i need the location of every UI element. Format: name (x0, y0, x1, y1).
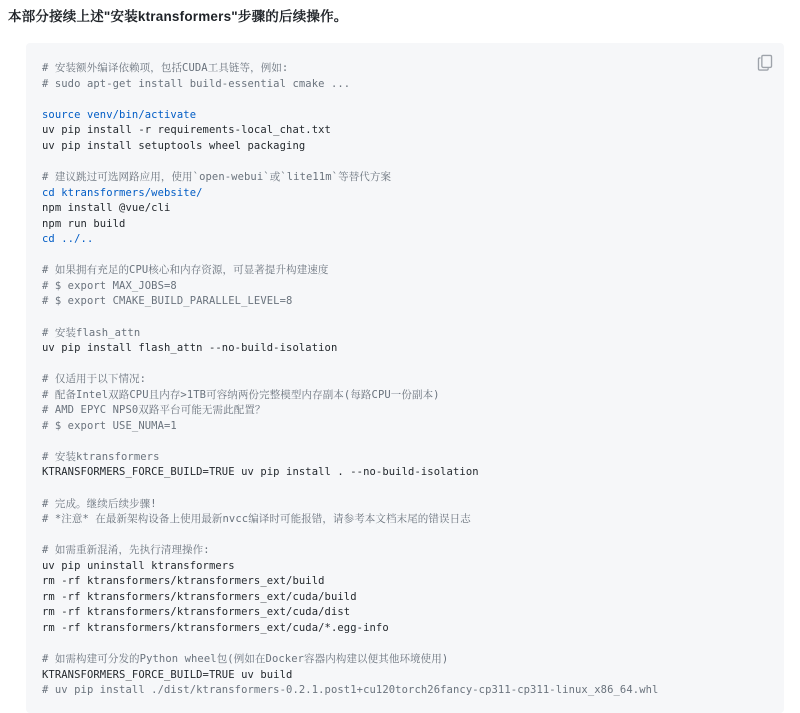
code-line: rm -rf ktransformers/ktransformers_ext/cuda/build (42, 590, 357, 603)
code-line: rm -rf ktransformers/ktransformers_ext/cuda/dist (42, 606, 351, 619)
code-line: # AMD EPYC NPS0双路平台可能无需此配置？ (42, 404, 266, 417)
code-line: # 配备Intel双路CPU且内存>1TB可容纳两份完整模型内存副本(每路CPU一份副本) (42, 388, 440, 401)
code-line: # 安装ktransformers (42, 450, 160, 463)
code-line-blank (42, 636, 768, 652)
code-line: uv pip install -r requirements-local_chat.txt (42, 124, 331, 137)
code-line-blank (42, 357, 768, 373)
copy-icon[interactable] (756, 53, 774, 71)
code-line: uv pip install setuptools wheel packaging (42, 139, 306, 152)
code-line-blank (42, 481, 768, 497)
code-content (42, 61, 768, 698)
code-line: # 如需重新混淆，先执行清理操作: (42, 544, 210, 557)
code-line: # 建议跳过可选网路应用，使用`open-webui`或`lite11m`等替代方案 (42, 171, 392, 184)
code-line: cd ../.. (42, 233, 94, 246)
code-line: # 仅适用于以下情况: (42, 373, 147, 386)
code-line: npm run build (42, 217, 126, 230)
code-line: cd ktransformers/website/ (42, 186, 203, 199)
code-line: # 完成。继续后续步骤! (42, 497, 157, 510)
code-line: # $ export USE_NUMA=1 (42, 419, 177, 432)
code-line: # sudo apt-get install build-essential cmake ... (42, 77, 351, 90)
code-line: # 如果拥有充足的CPU核心和内存资源，可显著提升构建速度 (42, 264, 329, 277)
code-line-blank (42, 528, 768, 544)
code-line: rm -rf ktransformers/ktransformers_ext/cuda/*.egg-info (42, 621, 389, 634)
code-line: source venv/bin/activate (42, 108, 197, 121)
code-line-blank (42, 248, 768, 264)
code-line: # 安装额外编译依赖项，包括CUDA工具链等，例如: (42, 62, 289, 75)
code-line: # $ export MAX_JOBS=8 (42, 279, 177, 292)
code-line: # $ export CMAKE_BUILD_PARALLEL_LEVEL=8 (42, 295, 293, 308)
code-line: uv pip uninstall ktransformers (42, 559, 235, 572)
code-block (26, 43, 784, 712)
code-line: # 如需构建可分发的Python wheel包(例如在Docker容器内构建以便其他环境使用) (42, 653, 449, 666)
code-line-blank (42, 310, 768, 326)
code-line: uv pip install flash_attn --no-build-isolation (42, 342, 338, 355)
code-line-blank (42, 92, 768, 108)
code-line: # uv pip install ./dist/ktransformers-0.2.1.post1+cu120torch26fancy-cp311-cp311-linux_x86_64.whl (42, 684, 659, 697)
code-line-blank (42, 434, 768, 450)
code-line: npm install @vue/cli (42, 202, 171, 215)
intro-paragraph: 本部分接续上述"安装ktransformers"步骤的后续操作。 (8, 9, 348, 24)
code-line: rm -rf ktransformers/ktransformers_ext/build (42, 575, 325, 588)
code-line: # *注意* 在最新架构设备上使用最新nvcc编译时可能报错，请参考本文档末尾的错误日志 (42, 513, 471, 526)
code-line-blank (42, 155, 768, 171)
code-line: KTRANSFORMERS_FORCE_BUILD=TRUE uv build (42, 668, 293, 681)
code-line: KTRANSFORMERS_FORCE_BUILD=TRUE uv pip install . --no-build-isolation (42, 466, 479, 479)
code-line: # 安装flash_attn (42, 326, 141, 339)
